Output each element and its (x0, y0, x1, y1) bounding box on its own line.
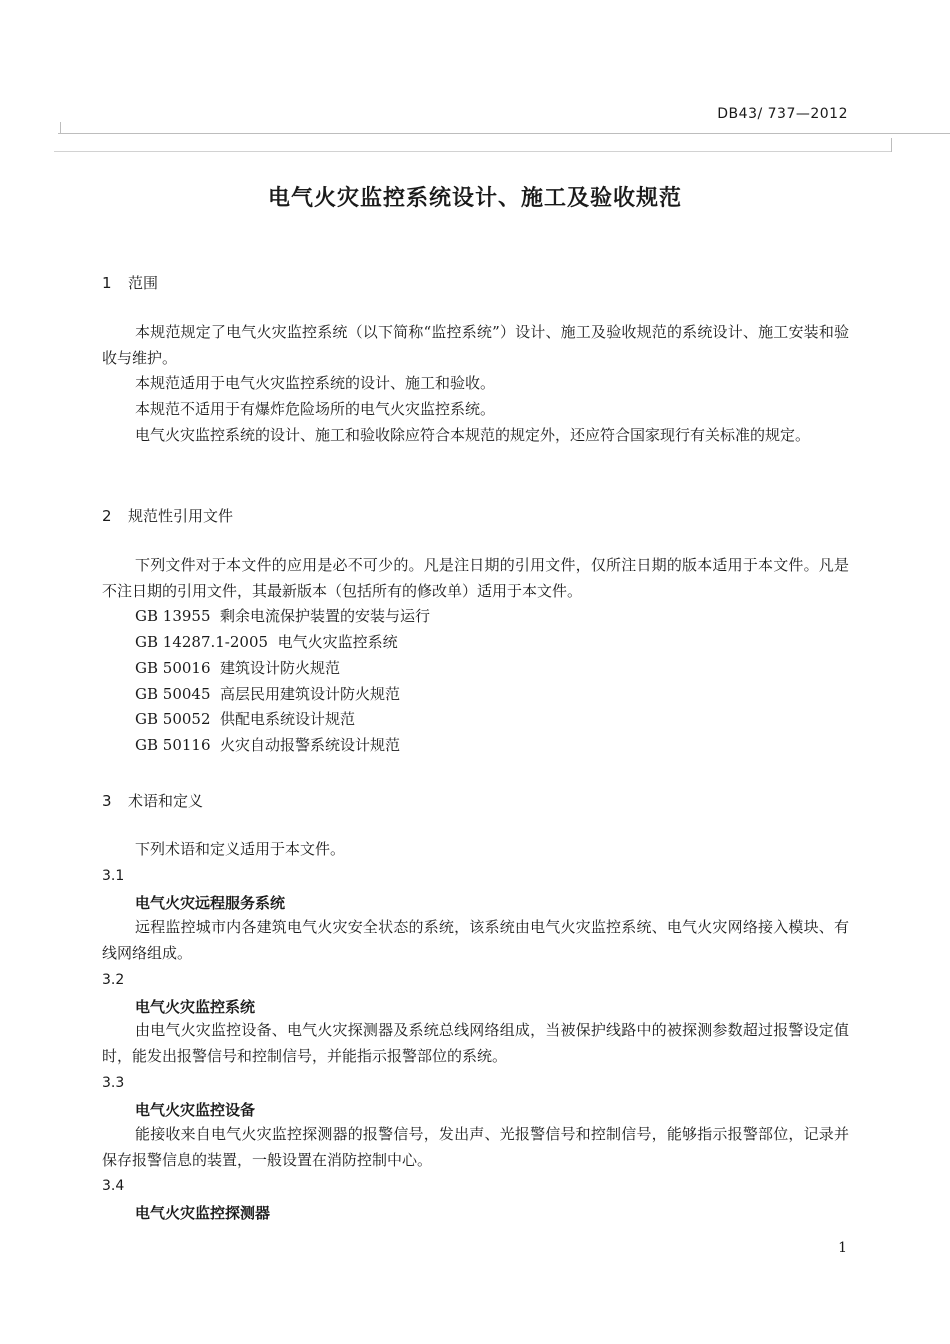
term-number: 3.1 (102, 868, 125, 884)
term-number: 3.3 (102, 1075, 125, 1091)
header-rule (58, 133, 950, 134)
section-heading-terms (102, 790, 203, 811)
section-title: 术语和定义 (128, 792, 204, 810)
scope-paragraph: 本规范不适用于有爆炸危险场所的电气火灾监控系统。 (135, 400, 496, 418)
term-definition: 能接收来自电气火灾监控探测器的报警信号，发出声、光报警信号和控制信号，能够指示报警部位，记录并保存报警信息的装置，一般设置在消防控制中心。 (102, 1125, 849, 1169)
term-number: 3.2 (102, 972, 125, 988)
terms-intro: 下列术语和定义适用于本文件。 (135, 840, 346, 858)
term-title: 电气火灾监控系统 (135, 998, 256, 1016)
term-definition: 远程监控城市内各建筑电气火灾安全状态的系统，该系统由电气火灾监控系统、电气火灾网络接入模块、有线网络组成。 (102, 918, 849, 962)
section-title: 范围 (128, 274, 159, 292)
scope-paragraph: 本规范适用于电气火灾监控系统的设计、施工和验收。 (135, 374, 496, 392)
section-number: 3 (102, 792, 112, 810)
section-title: 规范性引用文件 (128, 507, 234, 525)
reference-item: GB 50045 高层民用建筑设计防火规范 (135, 685, 401, 703)
page-number: 1 (838, 1240, 847, 1256)
section-heading-references (102, 505, 233, 526)
header-rule-tick (60, 122, 61, 134)
term-definition: 由电气火灾监控设备、电气火灾探测器及系统总线网络组成，当被保护线路中的被探测参数超过报警设定值时，能发出报警信号和控制信号，并能指示报警部位的系统。 (102, 1021, 849, 1065)
reference-item: GB 50016 建筑设计防火规范 (135, 659, 341, 677)
reference-item: GB 50052 供配电系统设计规范 (135, 710, 356, 728)
section-heading-scope (102, 272, 158, 293)
scope-paragraph: 电气火灾监控系统的设计、施工和验收除应符合本规范的规定外，还应符合国家现行有关标准的规定。 (135, 426, 811, 444)
reference-item: GB 14287.1-2005 电气火灾监控系统 (135, 633, 398, 651)
reference-item: GB 13955 剩余电流保护装置的安装与运行 (135, 607, 431, 625)
section-number: 1 (102, 274, 112, 292)
reference-item: GB 50116 火灾自动报警系统设计规范 (135, 736, 401, 754)
section-number: 2 (102, 507, 112, 525)
term-title: 电气火灾监控设备 (135, 1101, 256, 1119)
references-intro: 下列文件对于本文件的应用是必不可少的。凡是注日期的引用文件，仅所注日期的版本适用于本文件。凡是不注日期的引用文件，其最新版本（包括所有的修改单）适用于本文件。 (102, 556, 849, 600)
term-number: 3.4 (102, 1178, 125, 1194)
header-rule-secondary (54, 151, 892, 152)
document-code: DB43/ 737—2012 (717, 106, 848, 122)
term-title: 电气火灾远程服务系统 (135, 894, 286, 912)
header-rule-tick (891, 138, 892, 152)
document-title: 电气火灾监控系统设计、施工及验收规范 (267, 186, 682, 211)
term-title: 电气火灾监控探测器 (135, 1204, 271, 1222)
scope-paragraph: 本规范规定了电气火灾监控系统（以下简称“监控系统”）设计、施工及验收规范的系统设计、施工安装和验收与维护。 (102, 323, 849, 367)
